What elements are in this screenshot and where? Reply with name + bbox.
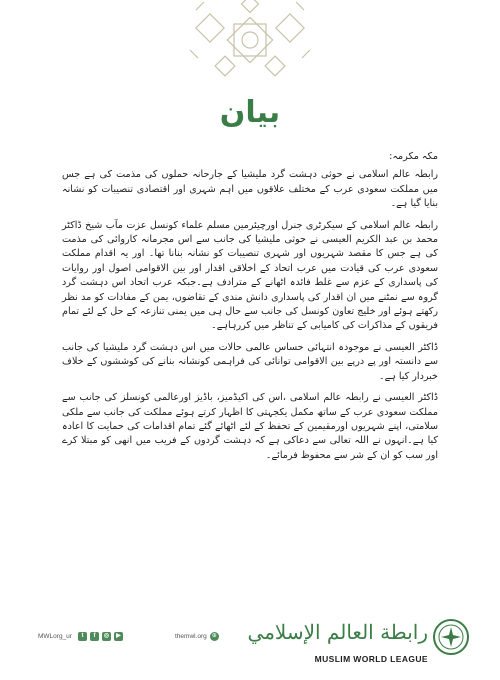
statement-title: بیان [219,95,281,130]
facebook-icon[interactable]: f [90,632,99,641]
dateline-place: مکہ مکرمہ: [389,151,438,162]
paragraph-4: ڈاکٹر العیسی نے رابطہ عالم اسلامی ،اس کی اکیڈمیز، باڈیز اورعالمی کونسلز کی جانب سے مملکت سعودی عرب کے ساتھ مکمل یکجہتی کا اظہار کرتے ہوئے مملکت کی جانب سے ملکی سلامتی، اپنے شہریوں اورمقیمین کے تحفظ کے لئے اٹھائے گئے تمام اقدامات کی حمایت کا اعادہ کیا ہے۔انہوں نے اللہ تعالی سے دعاکی ہے کہ دہشت گردوں کے فریب میں انھی کو مبتلا کرے اور سب کو ان کے شر سے محفوظ فرمائے۔ [62,392,438,461]
statement-body [62,150,438,470]
mwl-logo [247,614,470,674]
mwl-seal-icon [432,618,470,656]
paragraph-2: رابطہ عالم اسلامی کے سیکرٹری جنرل اورچیئرمین مسلم علماء کونسل عزت مآب شیخ ڈاکٹر محمد بن عبد الکریم العیسی نے حوثی ملیشیا کی جانب سے اس مجرمانہ کاروائی کی مذمت کی ہے جس کا مقصد شہریوں اور شہری تنصیبات کو نشانہ بنانا تھا۔ اور یہ اقدام مملکت سعودی عرب کی قیادت میں عرب اتحاد کے اخلاقی اقدار اور بین الاقوامی اصول اور روایات کی پاسداری کے عزم سے غلط فائدہ اٹھانے کے مترادف ہے۔جبکہ عرب اتحاد اس دہشت گرد گروہ سے نمٹنے میں ان اقدار کی پاسداری دانش مندی کے تقاضوں، یمن کے مفادات کو مد نظر رکھتے ہوئے اور خلیج تعاون کونسل کی جانب سے حال ہی میں یمنی تنازعہ کے حل کے لئے تمام فریقوں کے مذاکرات کی کامیابی کے تناظر میں کررہاہے۔ [62,219,438,332]
social-links [38,632,123,641]
twitter-icon[interactable]: t [78,632,87,641]
instagram-icon[interactable]: ◎ [103,633,110,639]
paragraph-1: رابطہ عالم اسلامی نے حوثی دہشت گرد ملیشیا کے جارحانہ حملوں کی مذمت کی ہے جس میں مملکت سعودی عرب کے مختلف علاقوں میں اہم شہری اور اقتصادی تنصیبات کو نشانہ بنایا گیا ہے۔ [62,169,438,210]
logo-arabic-text: رابطة العالم الإسلامي [247,620,428,644]
website-text: themwl.org [175,633,207,640]
paragraph-3: ڈاکٹر العیسی نے موجودہ انتہائی حساس عالمی حالات میں اس دہشت گرد ملیشیا کی جانب سے دانستہ اور پے درپے بین الاقوامی توانائی کی فراہمی کونشانہ بنانے کی کوششوں کے خلاف خبردار کیا ہے۔ [62,341,438,382]
youtube-icon[interactable]: ▶ [114,632,123,641]
social-handle: MWLorg_ur [38,633,72,640]
header-ornament [0,0,500,80]
footer [0,612,500,680]
globe-icon: ⊕ [211,633,217,639]
website-link[interactable] [175,632,219,641]
logo-english-text: MUSLIM WORLD LEAGUE [314,654,428,664]
